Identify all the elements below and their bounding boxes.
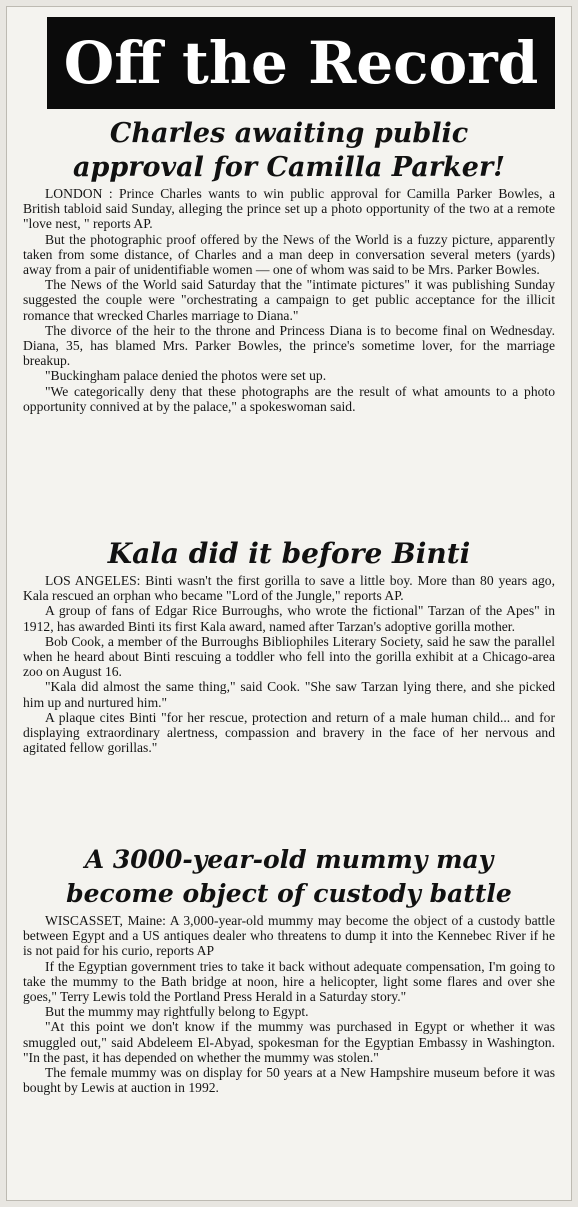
- headline-line: A 3000-year-old mummy may: [84, 845, 494, 874]
- paragraph: The female mummy was on display for 50 years at a New Hampshire museum before it was bought by Lewis at auction in 1992.: [23, 1065, 555, 1096]
- paragraph: WISCASSET, Maine: A 3,000-year-old mummy may become the object of a custody battle between Egypt and a US antiques dealer who threatens to dump it into the Kennebec River if he is not paid for his curio, reports AP: [23, 913, 555, 959]
- paragraph: But the mummy may rightfully belong to Egypt.: [45, 1004, 309, 1020]
- paragraph: Bob Cook, a member of the Burroughs Bibliophiles Literary Society, said he saw the parallel when he heard about Binti rescuing a toddler who fell into the gorilla exhibit at a Chicago-area zoo on August 16.: [23, 633, 555, 680]
- paragraph: "We categorically deny that these photographs are the result of what amounts to a photo opportunity connived at by the palace," a spokeswoman said.: [23, 383, 555, 414]
- paragraph: But the photographic proof offered by the News of the World is a fuzzy picture, apparently taken from some distance, of Charles and a man deep in conversation several meters (yards) away from a pair of unidentifiable women — one of whom was said to be Mrs. Parker Bowles.: [23, 231, 555, 278]
- paragraph: "At this point we don't know if the mummy was purchased in Egypt or whether it was smuggled out," said Abdeleem El-Abyad, spokesman for the Egyptian Embassy in Washington. "In the past, it has depended on whether the mummy was stolen.": [23, 1019, 555, 1065]
- headline-line: Charles awaiting public: [109, 118, 469, 149]
- article-1-headline: [15, 117, 563, 185]
- paragraph: If the Egyptian government tries to take it back without adequate compensation, I'm going to take the mummy to the Bath bridge at noon, hire a helicopter, light some flares and over she goes," Terry Lewis told the Portland Press Herald in a Saturday story.": [23, 958, 555, 1005]
- article-1-body: [23, 186, 555, 414]
- article-2-body: [23, 573, 555, 755]
- paragraph: "Kala did almost the same thing," said Cook. "She saw Tarzan lying there, and she picked him up and nurtured him.": [23, 679, 555, 710]
- paragraph: A plaque cites Binti "for her rescue, protection and return of a male human child... and for displaying extraordinary alertness, compassion and bravery in the face of her nervous and agitated fellow gorillas.": [23, 709, 555, 756]
- paragraph: The News of the World said Saturday that the "intimate pictures" it was publishing Sunday suggested the couple were "orchestrating a campaign to get public acceptance for the illicit romance that wrecked Charles marriage to Diana.": [23, 277, 555, 323]
- headline-line: approval for Camilla Parker!: [72, 152, 506, 183]
- headline-line: Kala did it before Binti: [107, 537, 471, 570]
- paragraph: A group of fans of Edgar Rice Burroughs, who wrote the fictional" Tarzan of the Apes" in 1912, has awarded Binti its first Kala award, named after Tarzan's adoptive gorilla mother.: [23, 603, 555, 634]
- newspaper-clipping: [6, 6, 572, 1201]
- paragraph: LOS ANGELES: Binti wasn't the first gorilla to save a little boy. More than 80 years ago, Kala rescued an orphan who became "Lord of the Jungle," reports AP.: [23, 573, 555, 604]
- article-2-headline: [15, 537, 563, 571]
- paragraph: "Buckingham palace denied the photos were set up.: [45, 368, 327, 384]
- paragraph: The divorce of the heir to the throne and Princess Diana is to become final on Wednesday. Diana, 35, has blamed Mrs. Parker Bowles, the prince's sometime lover, for the marriage breakup.: [23, 322, 555, 369]
- article-3-body: [23, 913, 555, 1095]
- paragraph: LONDON : Prince Charles wants to win public approval for Camilla Parker Bowles, a British tabloid said Sunday, alleging the prince set up a photo opportunity of the two at a remote "love nest, " reports AP.: [23, 186, 555, 232]
- masthead: Off the Record: [47, 17, 555, 109]
- article-3-headline: [15, 843, 563, 911]
- headline-line: become object of custody battle: [66, 879, 512, 908]
